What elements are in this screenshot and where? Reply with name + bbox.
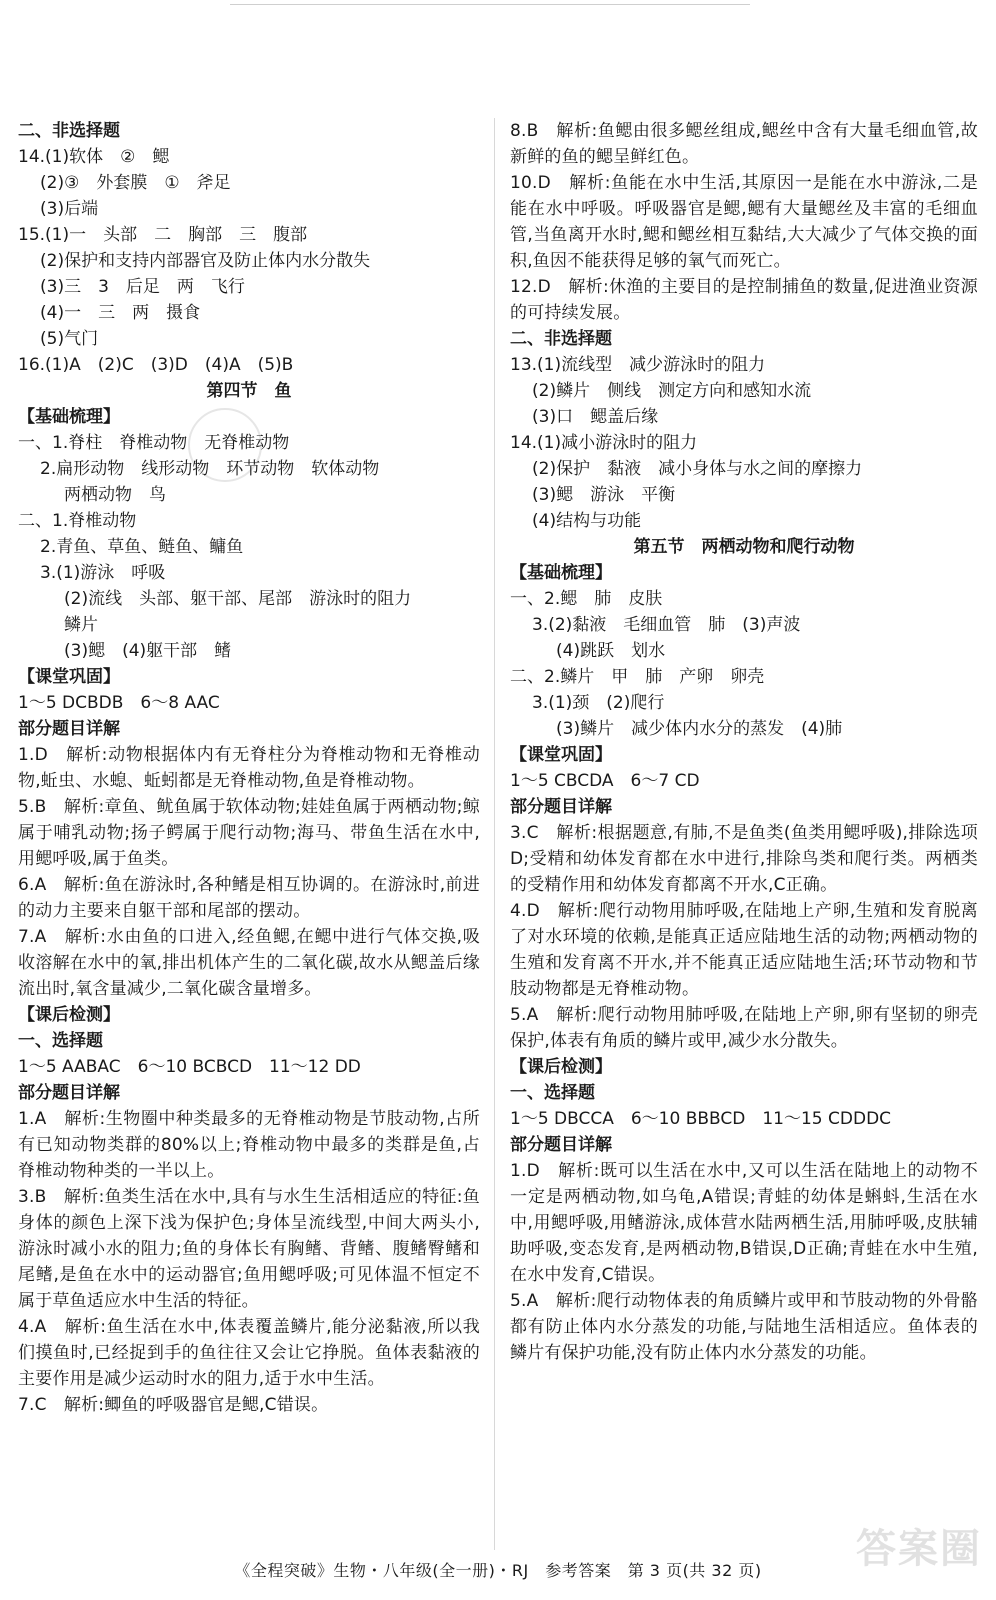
answer-line: 14.(1)减小游泳时的阻力 xyxy=(510,433,698,453)
answer-line: 两栖动物 鸟 xyxy=(64,485,166,505)
top-rule xyxy=(230,4,750,5)
section-heading: 【课堂巩固】 xyxy=(510,745,612,765)
answer-line: 鳞片 xyxy=(64,615,98,635)
answer-explanation: 4.D 解析:爬行动物用肺呼吸,在陆地上产卵,生殖和发育脱离了对水环境的依赖,是能真正适应陆地生活的动物;两栖动物的生殖和发育离不开水,并不能真正适应陆地生活;环节动物和节肢动物都是无脊椎动物。 xyxy=(510,901,978,999)
answer-line: 16.(1)A (2)C (3)D (4)A (5)B xyxy=(18,355,294,375)
section-heading: 【课堂巩固】 xyxy=(18,667,120,687)
section-heading: 【课后检测】 xyxy=(18,1005,120,1025)
answer-explanation: 1.D 解析:动物根据体内有无脊柱分为脊椎动物和无脊椎动物,蚯虫、水螅、蚯蚓都是无脊椎动物,鱼是脊椎动物。 xyxy=(18,745,480,791)
answer-line: 一、2.鳃 肺 皮肤 xyxy=(510,589,663,609)
answer-line: 2.扁形动物 线形动物 环节动物 软体动物 xyxy=(40,459,380,479)
answer-line: (3)鳃 游泳 平衡 xyxy=(532,485,676,505)
section-heading: 二、非选择题 xyxy=(510,329,612,349)
answer-explanation: 10.D 解析:鱼能在水中生活,其原因一是能在水中游泳,二是能在水中呼吸。呼吸器官是鳃,鳃有大量鳃丝及丰富的毛细血管,当鱼离开水时,鳃和鳃丝相互黏结,大大减少了气体交换的面积,鱼因不能获得足够的氧气而死亡。 xyxy=(510,173,978,271)
answer-explanation: 6.A 解析:鱼在游泳时,各种鳍是相互协调的。在游泳时,前进的动力主要来自躯干部和尾部的摆动。 xyxy=(18,875,480,921)
answer-line: (4)一 三 两 摄食 xyxy=(40,303,201,323)
section-heading: 部分题目详解 xyxy=(510,797,612,817)
watermark-logo: 答案圈 xyxy=(856,1526,982,1572)
answer-line: (2)③ 外套膜 ① 斧足 xyxy=(40,173,231,193)
answer-line: (3)后端 xyxy=(40,199,99,219)
answer-line: (3)三 3 后足 两 飞行 xyxy=(40,277,245,297)
answer-line: 2.青鱼、草鱼、鲢鱼、鳙鱼 xyxy=(40,537,244,557)
answer-line: 二、2.鳞片 甲 肺 产卵 卵壳 xyxy=(510,667,765,687)
answer-line: (2)保护 黏液 减小身体与水之间的摩擦力 xyxy=(532,459,863,479)
section-heading: 部分题目详解 xyxy=(510,1135,612,1155)
section-heading: 部分题目详解 xyxy=(18,719,120,739)
answer-explanation: 12.D 解析:休渔的主要目的是控制捕鱼的数量,促进渔业资源的可持续发展。 xyxy=(510,277,978,323)
answer-line: 1～5 CBCDA 6～7 CD xyxy=(510,771,700,791)
answer-line: (4)跳跃 划水 xyxy=(556,641,666,661)
answer-explanation: 3.C 解析:根据题意,有肺,不是鱼类(鱼类用鳃呼吸),排除选项D;受精和幼体发育都在水中进行,排除鸟类和爬行类。两栖类的受精作用和幼体发育都离不开水,C正确。 xyxy=(510,823,978,895)
answer-explanation: 7.C 解析:鲫鱼的呼吸器官是鳃,C错误。 xyxy=(18,1395,329,1415)
answer-explanation: 5.A 解析:爬行动物体表的角质鳞片或甲和节肢动物的外骨骼都有防止体内水分蒸发的功能,与陆地生活相适应。鱼体表的鳞片有保护功能,没有防止体内水分蒸发的功能。 xyxy=(510,1291,978,1363)
answer-explanation: 3.B 解析:鱼类生活在水中,具有与水生生活相适应的特征:鱼身体的颜色上深下浅为保护色;身体呈流线型,中间大两头小,游泳时减小水的阻力;鱼的身体长有胸鳍、背鳍、腹鳍臀鳍和尾鳍,是鱼在水中的运动器官;鱼用鳃呼吸;可见体温不恒定不属于草鱼适应水中生活的特征。 xyxy=(18,1187,480,1311)
answer-line: 一、1.脊柱 脊椎动物 无脊椎动物 xyxy=(18,433,290,453)
answer-line: 14.(1)软体 ② 鳃 xyxy=(18,147,170,167)
answer-line: 二、1.脊椎动物 xyxy=(18,511,137,531)
answer-explanation: 5.A 解析:爬行动物用肺呼吸,在陆地上产卵,卵有坚韧的卵壳保护,体表有角质的鳞片或甲,减少水分散失。 xyxy=(510,1005,978,1051)
section-title: 第四节 鱼 xyxy=(206,381,292,401)
section-title: 第五节 两栖动物和爬行动物 xyxy=(633,537,855,557)
section-heading: 一、选择题 xyxy=(18,1031,103,1051)
answer-explanation: 7.A 解析:水由鱼的口进入,经鱼鳃,在鳃中进行气体交换,吸收溶解在水中的氧,排出机体产生的二氧化碳,故水从鳃盖后缘流出时,氧含量减少,二氧化碳含量增多。 xyxy=(18,927,480,999)
answer-line: 13.(1)流线型 减少游泳时的阻力 xyxy=(510,355,766,375)
section-heading: 【基础梳理】 xyxy=(510,563,612,583)
answer-line: 1～5 DBCCA 6～10 BBBCD 11～15 CDDDC xyxy=(510,1109,892,1129)
answer-line: (3)口 鳃盖后缘 xyxy=(532,407,659,427)
section-heading: 一、选择题 xyxy=(510,1083,595,1103)
answer-explanation: 1.A 解析:生物圈中种类最多的无脊椎动物是节肢动物,占所有已知动物类群的80%以上;脊椎动物中最多的类群是鱼,占脊椎动物种类的一半以上。 xyxy=(18,1109,480,1181)
answer-line: (2)鳞片 侧线 测定方向和感知水流 xyxy=(532,381,812,401)
answer-line: 3.(1)游泳 呼吸 xyxy=(40,563,166,583)
answer-line: (3)鳞片 减少体内水分的蒸发 (4)肺 xyxy=(556,719,843,739)
section-heading: 【基础梳理】 xyxy=(18,407,120,427)
section-heading: 【课后检测】 xyxy=(510,1057,612,1077)
section-heading: 二、非选择题 xyxy=(18,121,120,141)
answer-line: (3)鳃 (4)躯干部 鳍 xyxy=(64,641,232,661)
column-divider xyxy=(494,118,495,1550)
page-footer: 《全程突破》生物・八年级(全一册)・RJ 参考答案 第 3 页(共 32 页) xyxy=(234,1561,762,1580)
answer-explanation: 5.B 解析:章鱼、鱿鱼属于软体动物;娃娃鱼属于两栖动物;鲸属于哺乳动物;扬子鳄属于爬行动物;海马、带鱼生活在水中,用鳃呼吸,属于鱼类。 xyxy=(18,797,480,869)
section-heading: 部分题目详解 xyxy=(18,1083,120,1103)
answer-explanation: 1.D 解析:既可以生活在水中,又可以生活在陆地上的动物不一定是两栖动物,如乌龟,A错误;青蛙的幼体是蝌蚪,生活在水中,用鳃呼吸,用鳍游泳,成体营水陆两栖生活,用肺呼吸,皮肤辅助呼吸,变态发育,是两栖动物,B错误,D正确;青蛙在水中生殖,在水中发育,C错误。 xyxy=(510,1161,978,1285)
left-column xyxy=(18,118,480,1418)
answer-line: (2)流线 头部、躯干部、尾部 游泳时的阻力 xyxy=(64,589,412,609)
answer-line: (5)气门 xyxy=(40,329,99,349)
right-column xyxy=(510,118,978,1366)
answer-line: 3.(1)颈 (2)爬行 xyxy=(532,693,665,713)
answer-line: 15.(1)一 头部 二 胸部 三 腹部 xyxy=(18,225,308,245)
answer-line: 1～5 AABAC 6～10 BCBCD 11～12 DD xyxy=(18,1057,361,1077)
answer-explanation: 8.B 解析:鱼鳃由很多鳃丝组成,鳃丝中含有大量毛细血管,故新鲜的鱼的鳃呈鲜红色。 xyxy=(510,121,978,167)
answer-line: (4)结构与功能 xyxy=(532,511,642,531)
answer-line: 1～5 DCBDB 6～8 AAC xyxy=(18,693,220,713)
answer-line: 3.(2)黏液 毛细血管 肺 (3)声波 xyxy=(532,615,801,635)
answer-line: (2)保护和支持内部器官及防止体内水分散失 xyxy=(40,251,371,271)
answer-explanation: 4.A 解析:鱼生活在水中,体表覆盖鳞片,能分泌黏液,所以我们摸鱼时,已经捉到手的鱼往往又会让它挣脱。鱼体表黏液的主要作用是减少运动时水的阻力,适于水中生活。 xyxy=(18,1317,480,1389)
